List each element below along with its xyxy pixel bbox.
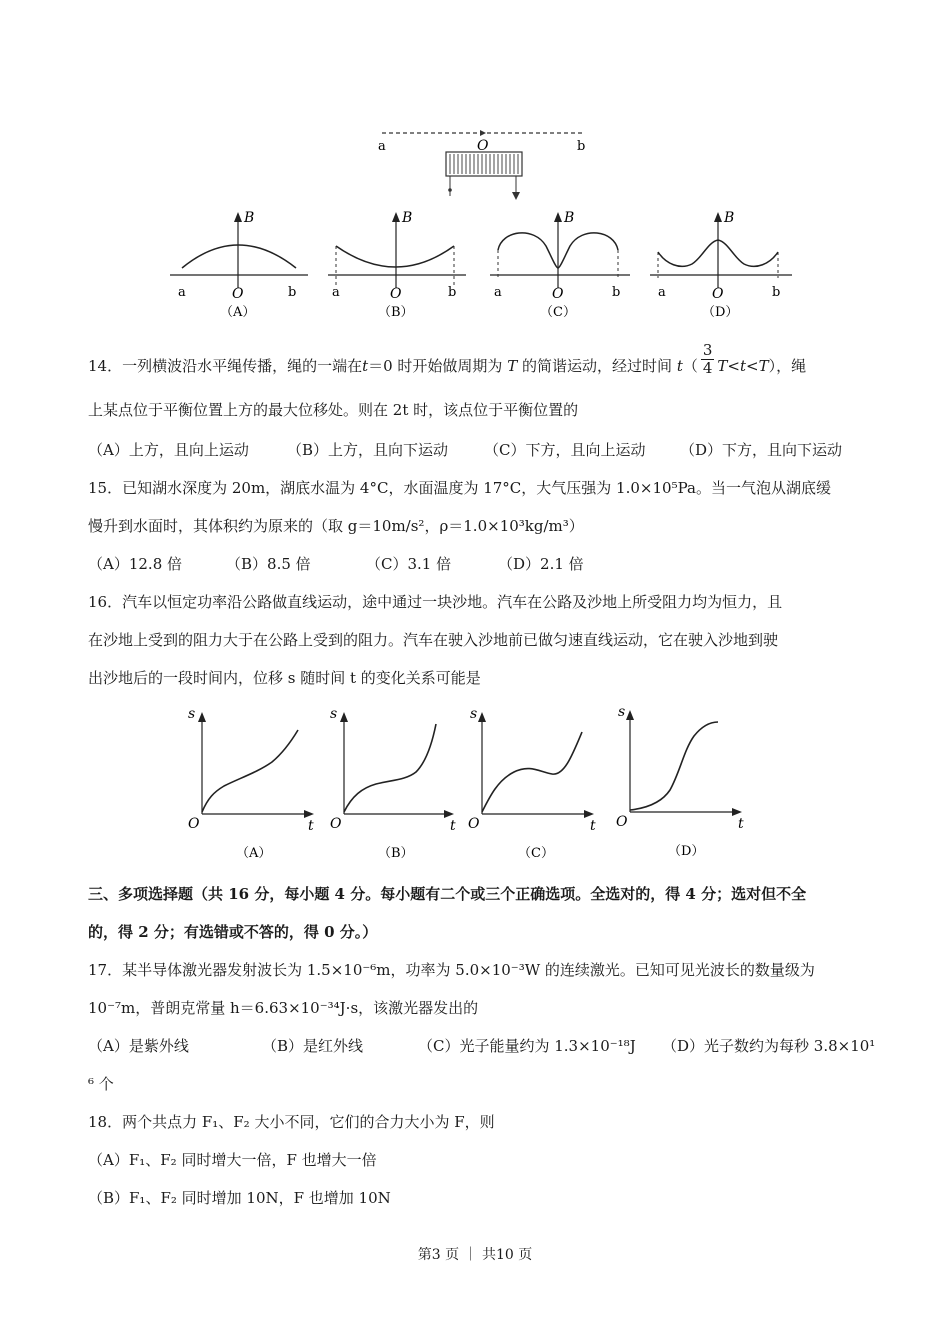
q14-var-t0: t <box>362 357 369 375</box>
q16-line3: 出沙地后的一段时间内，位移 s 随时间 t 的变化关系可能是 <box>88 669 481 687</box>
panel-b-label-o: O <box>390 286 402 302</box>
q17-line1: 17．某半导体激光器发射波长为 1.5×10⁻⁶m，功率为 5.0×10⁻³W 的连续激光。已知可见光波长的数量级为 <box>88 961 815 979</box>
q18-line1: 18．两个共点力 F₁、F₂ 大小不同，它们的合力大小为 F，则 <box>88 1113 495 1131</box>
panel-d-label-b: b <box>772 285 781 300</box>
q14-var-t: t <box>676 357 683 375</box>
q18-option-b: （B）F₁、F₂ 同时增加 10N，F 也增加 10N <box>88 1189 391 1207</box>
q16-c-o: O <box>468 816 480 832</box>
q16-d-o: O <box>616 814 628 830</box>
panel-b-label-a: a <box>332 285 340 300</box>
q15-option-c: （C）3.1 倍 <box>366 555 452 573</box>
q14-text-b: ＝0 时开始做周期为 <box>368 357 503 375</box>
q16-panel-a <box>188 706 314 861</box>
q16-panel-d <box>616 704 744 859</box>
q13-panel-d <box>650 210 792 320</box>
q16-figure <box>180 700 760 870</box>
solenoid-diagram <box>378 130 585 200</box>
panel-a-label-a: a <box>178 285 186 300</box>
q16-b-y: s <box>330 706 338 722</box>
q13-figure <box>150 118 800 333</box>
q14-paren: （ <box>682 357 698 375</box>
section3-heading-line2: 的，得 2 分；有选错或不答的，得 0 分。） <box>88 923 378 941</box>
q16-b-caption: （B） <box>378 846 414 861</box>
top-label-a: a <box>378 139 386 154</box>
q14-condition: T<t<T <box>717 357 769 375</box>
q14-option-b: （B）上方，且向下运动 <box>287 441 449 459</box>
q18-option-a: （A）F₁、F₂ 同时增大一倍，F 也增大一倍 <box>88 1151 377 1169</box>
q17-option-a: （A）是紫外线 <box>88 1037 189 1055</box>
q16-b-o: O <box>330 816 342 832</box>
q16-line2: 在沙地上受到的阻力大于在公路上受到的阻力。汽车在驶入沙地前已做匀速直线运动，它在驶入沙地到驶 <box>88 631 779 649</box>
q14-option-c: （C）下方，且向上运动 <box>484 441 646 459</box>
q16-d-y: s <box>618 704 626 720</box>
panel-d-axis-b: B <box>724 210 735 226</box>
q16-a-caption: （A） <box>236 846 272 861</box>
panel-c-label-b: b <box>612 285 621 300</box>
panel-c-caption: （C） <box>540 305 576 320</box>
q15-line1: 15．已知湖水深度为 20m，湖底水温为 4°C，水面温度为 17°C，大气压强为 1.0×10⁵Pa。当一气泡从湖底缓 <box>88 479 831 497</box>
panel-d-caption: （D） <box>702 305 739 320</box>
q15-option-b: （B）8.5 倍 <box>226 555 311 573</box>
q14-text-a: 14．一列横波沿水平绳传播，绳的一端在 <box>88 357 363 375</box>
panel-d-label-a: a <box>658 285 666 300</box>
panel-a-axis-b: B <box>244 210 255 226</box>
q14-text-c: 的简谐运动，经过时间 <box>522 357 673 375</box>
q17-option-b: （B）是红外线 <box>262 1037 364 1055</box>
panel-a-label-o: O <box>232 286 244 302</box>
q16-c-y: s <box>470 706 478 722</box>
q14-text-d: ），绳 <box>768 357 807 375</box>
panel-a-label-b: b <box>288 285 297 300</box>
panel-c-label-a: a <box>494 285 502 300</box>
q16-c-caption: （C） <box>518 846 554 861</box>
q16-a-y: s <box>188 706 196 722</box>
panel-b-axis-b: B <box>402 210 413 226</box>
q14-var-T: T <box>507 357 518 375</box>
q17-line2: 10⁻⁷m，普朗克常量 h＝6.63×10⁻³⁴J·s，该激光器发出的 <box>88 999 479 1017</box>
q13-panel-a <box>170 210 308 320</box>
q13-panel-b <box>328 210 466 320</box>
top-label-o: O <box>477 138 489 154</box>
q16-line1: 16．汽车以恒定功率沿公路做直线运动，途中通过一块沙地。汽车在公路及沙地上所受阻力均为恒力，且 <box>88 593 783 611</box>
panel-a-caption: （A） <box>220 305 256 320</box>
q16-d-x: t <box>738 816 744 832</box>
q16-a-x: t <box>308 818 314 834</box>
panel-c-axis-b: B <box>564 210 575 226</box>
panel-d-label-o: O <box>712 286 724 302</box>
q16-panel-b <box>330 706 456 861</box>
q16-d-caption: （D） <box>668 844 705 859</box>
q16-a-o: O <box>188 816 200 832</box>
q15-option-d: （D）2.1 倍 <box>498 555 584 573</box>
top-label-b: b <box>577 139 586 154</box>
q17-option-d: （D）光子数约为每秒 3.8×10¹ <box>662 1037 876 1055</box>
q14-line1 <box>88 340 807 377</box>
q13-panel-c <box>490 210 630 320</box>
panel-b-caption: （B） <box>378 305 414 320</box>
q16-b-x: t <box>450 818 456 834</box>
q14-option-a: （A）上方，且向上运动 <box>88 441 249 459</box>
panel-b-label-b: b <box>448 285 457 300</box>
page-footer: 第3 页 ｜ 共10 页 <box>417 1247 533 1263</box>
section3-heading-line1: 三、多项选择题（共 16 分，每小题 4 分。每小题有二个或三个正确选项。全选对的，得 4 分；选对但不全 <box>88 885 807 903</box>
q15-option-a: （A）12.8 倍 <box>88 555 182 573</box>
panel-c-label-o: O <box>552 286 564 302</box>
q17-wrap: ⁶ 个 <box>88 1075 114 1093</box>
q14-option-d: （D）下方，且向下运动 <box>680 441 843 459</box>
q16-c-x: t <box>590 818 596 834</box>
q15-line2: 慢升到水面时，其体积约为原来的（取 g＝10m/s²，ρ＝1.0×10³kg/m³） <box>88 517 584 535</box>
q16-panel-c <box>468 706 596 861</box>
q14-line2: 上某点位于平衡位置上方的最大位移处。则在 2t 时，该点位于平衡位置的 <box>88 401 579 419</box>
fraction-three-quarters: $\frac{3}{4}$ <box>702 340 713 377</box>
q17-option-c: （C）光子能量约为 1.3×10⁻¹⁸J <box>418 1037 636 1055</box>
